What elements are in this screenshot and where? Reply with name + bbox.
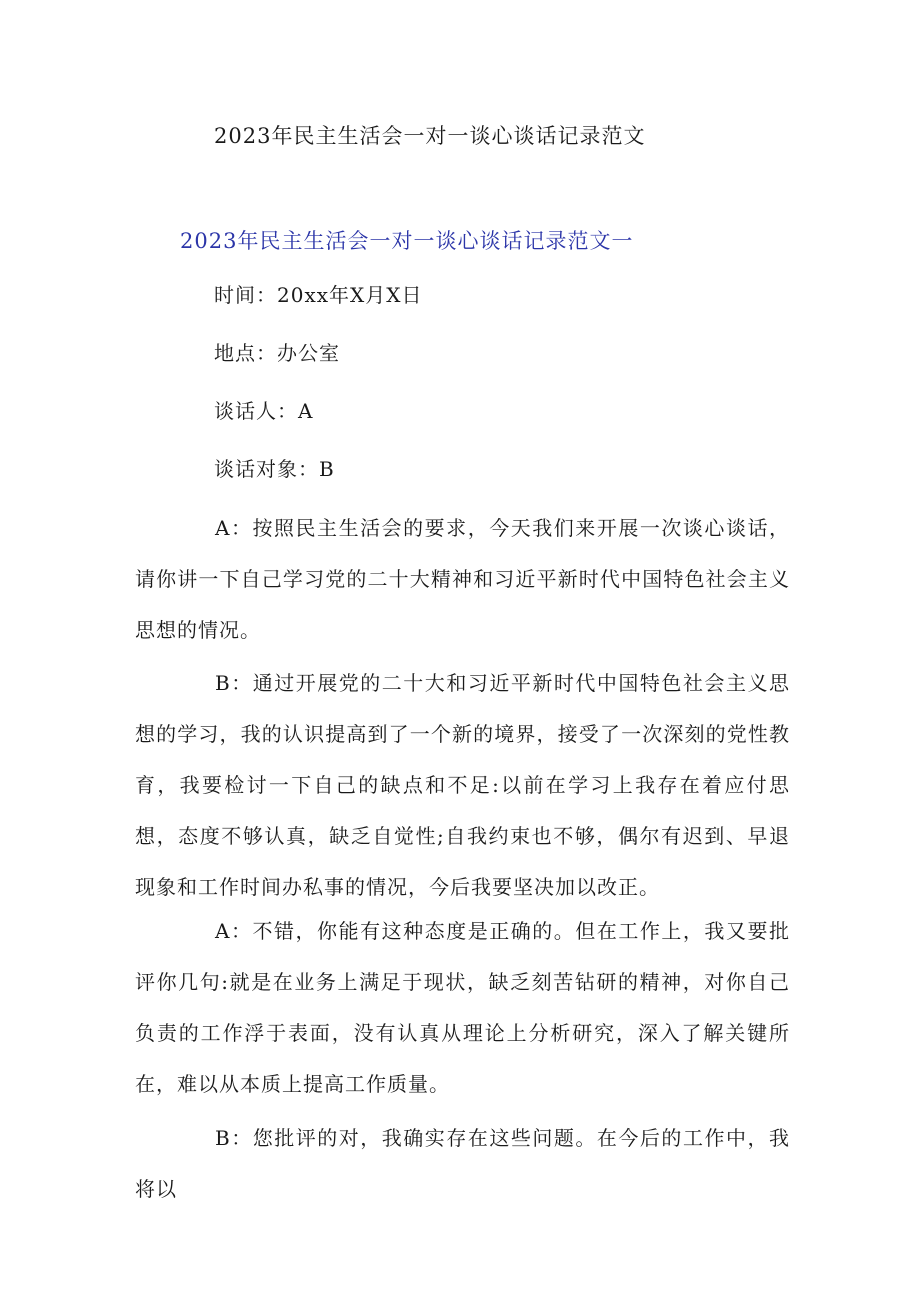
meta-place: 地点：办公室 [214, 341, 340, 365]
document-title: 2023年民主生活会一对一谈心谈话记录范文 [214, 124, 646, 148]
dialogue-paragraph: B：您批评的对，我确实存在这些问题。在今后的工作中，我将以 [135, 1126, 790, 1201]
meta-target: 谈话对象：B [214, 457, 335, 481]
section-heading-link[interactable]: 2023年民主生活会一对一谈心谈话记录范文一 [180, 229, 634, 253]
meta-speaker: 谈话人：A [214, 399, 314, 423]
dialogue-paragraph: A：不错，你能有这种态度是正确的。但在工作上，我又要批评你几句:就是在业务上满足于现状，缺乏刻苦钻研的精神，对你自己负责的工作浮于表面，没有认真从理论上分析研究，深入了解关键所在，难以从本质上提高工作质量。 [135, 919, 790, 1096]
meta-time: 时间：20xx年X月X日 [214, 283, 423, 307]
dialogue-paragraph: A：按照民主生活会的要求，今天我们来开展一次谈心谈话，请你讲一下自己学习党的二十大精神和习近平新时代中国特色社会主义思想的情况。 [135, 516, 790, 642]
dialogue-paragraph: B：通过开展党的二十大和习近平新时代中国特色社会主义思想的学习，我的认识提高到了一个新的境界，接受了一次深刻的党性教育，我要检讨一下自己的缺点和不足:以前在学习上我存在着应付思想，态度不够认真，缺乏自觉性;自我约束也不够，偶尔有迟到、早退现象和工作时间办私事的情况，今后我要坚决加以改正。 [135, 671, 790, 899]
